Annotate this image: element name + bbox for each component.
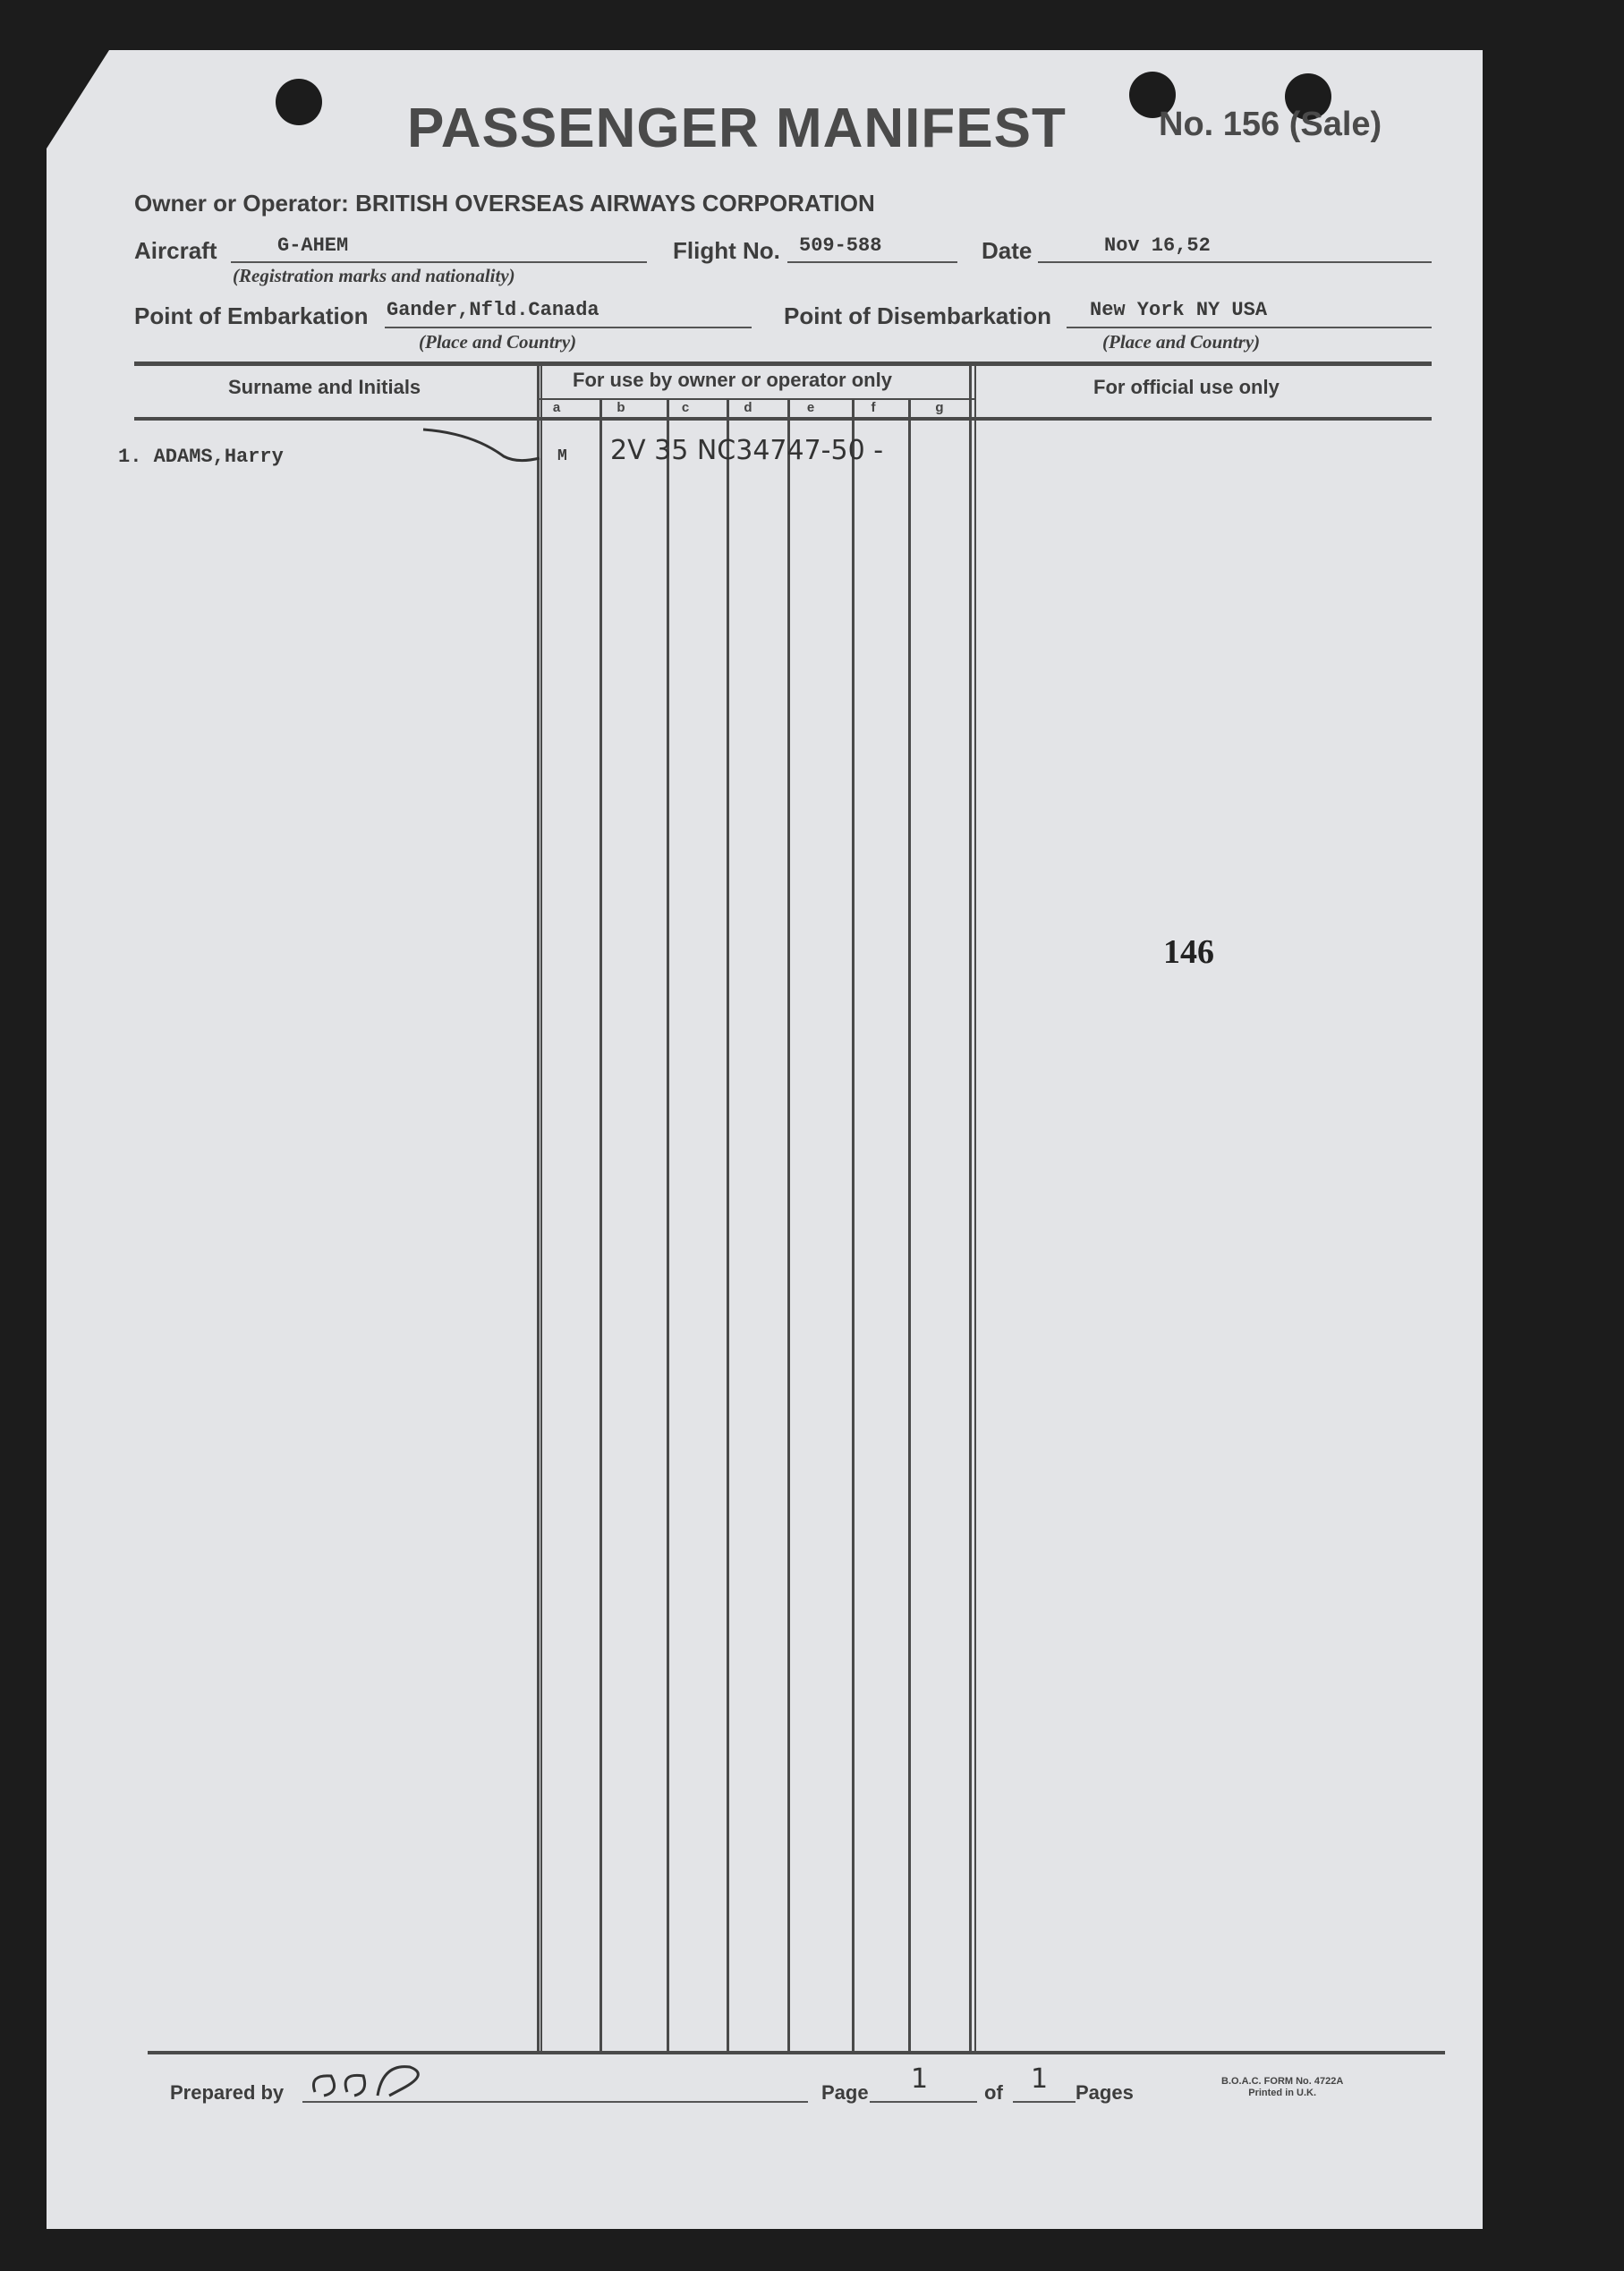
- column-divider: [787, 398, 790, 2052]
- col-header-official-use: For official use only: [1093, 376, 1280, 398]
- column-divider: [667, 398, 669, 2052]
- date-value: Nov 16,52: [1104, 234, 1211, 257]
- owner-label: Owner or Operator:: [134, 190, 349, 217]
- page-number: 1: [911, 2063, 929, 2095]
- page-underline: [870, 2101, 977, 2103]
- disembarkation-label: Point of Disembarkation: [784, 302, 1052, 329]
- col-header-owner-use: For use by owner or operator only: [573, 369, 892, 391]
- owner-value: BRITISH OVERSEAS AIRWAYS CORPORATION: [355, 190, 875, 217]
- pages-underline: [1013, 2101, 1076, 2103]
- passenger-sex: M: [557, 447, 567, 465]
- flight-value: 509-588: [799, 234, 882, 257]
- date-underline: [1038, 261, 1432, 263]
- column-divider: [599, 398, 602, 2052]
- column-divider: [908, 398, 911, 2052]
- column-divider: [852, 398, 855, 2052]
- embarkation-value: Gander,Nfld.Canada: [387, 299, 599, 321]
- embarkation-note: (Place and Country): [419, 331, 577, 353]
- column-divider: [537, 365, 540, 2052]
- subcol-e: e: [806, 400, 815, 415]
- flight-underline: [787, 261, 957, 263]
- column-divider: [540, 365, 542, 2052]
- owner-operator: [134, 190, 875, 217]
- subcol-d: d: [744, 400, 752, 415]
- aircraft-note: (Registration marks and nationality): [233, 265, 515, 286]
- col-header-surname: Surname and Initials: [228, 376, 421, 398]
- prepared-by-underline: [302, 2101, 808, 2103]
- subcol-a: a: [552, 400, 561, 415]
- embarkation-label: Point of Embarkation: [134, 302, 369, 329]
- passenger-entry: 1. ADAMS,Harry: [118, 446, 284, 468]
- passenger-handwritten-code: 2V 35 NC34747-50 -: [610, 435, 884, 466]
- footer-rule: [148, 2051, 1445, 2054]
- pages-label: Pages: [1076, 2081, 1134, 2104]
- column-divider: [727, 398, 729, 2052]
- form-code-line2: Printed in U.K.: [1248, 2088, 1317, 2098]
- subcol-f: f: [871, 400, 876, 415]
- torn-corner: [47, 50, 109, 149]
- prepared-by-label: Prepared by: [170, 2081, 285, 2104]
- table-header-rule: [134, 417, 1432, 421]
- page-stamp-number: 146: [1163, 933, 1214, 971]
- disembarkation-note: (Place and Country): [1102, 331, 1261, 353]
- of-label: of: [984, 2081, 1003, 2104]
- disembarkation-value: New York NY USA: [1090, 299, 1268, 321]
- column-divider: [969, 365, 972, 2052]
- disembarkation-underline: [1067, 327, 1432, 328]
- subcol-g: g: [935, 400, 944, 415]
- date-label: Date: [982, 237, 1033, 264]
- embarkation-underline: [385, 327, 752, 328]
- manifest-number: No. 156 (Sale): [1159, 106, 1382, 143]
- table-top-rule: [134, 361, 1432, 366]
- handwritten-checkmark: [419, 422, 544, 467]
- form-code: [1221, 2076, 1343, 2099]
- subcol-c: c: [681, 400, 690, 415]
- form-title: PASSENGER MANIFEST: [407, 98, 1067, 159]
- flight-label: Flight No.: [673, 237, 780, 264]
- punch-hole: [276, 79, 322, 125]
- form-code-line1: B.O.A.C. FORM No. 4722A: [1221, 2076, 1344, 2087]
- column-divider: [974, 365, 976, 2052]
- subcol-b: b: [616, 400, 625, 415]
- aircraft-label: Aircraft: [134, 237, 217, 264]
- aircraft-underline: [231, 261, 647, 263]
- aircraft-value: G-AHEM: [277, 234, 349, 257]
- total-pages: 1: [1031, 2063, 1049, 2095]
- page-label: Page: [821, 2081, 869, 2104]
